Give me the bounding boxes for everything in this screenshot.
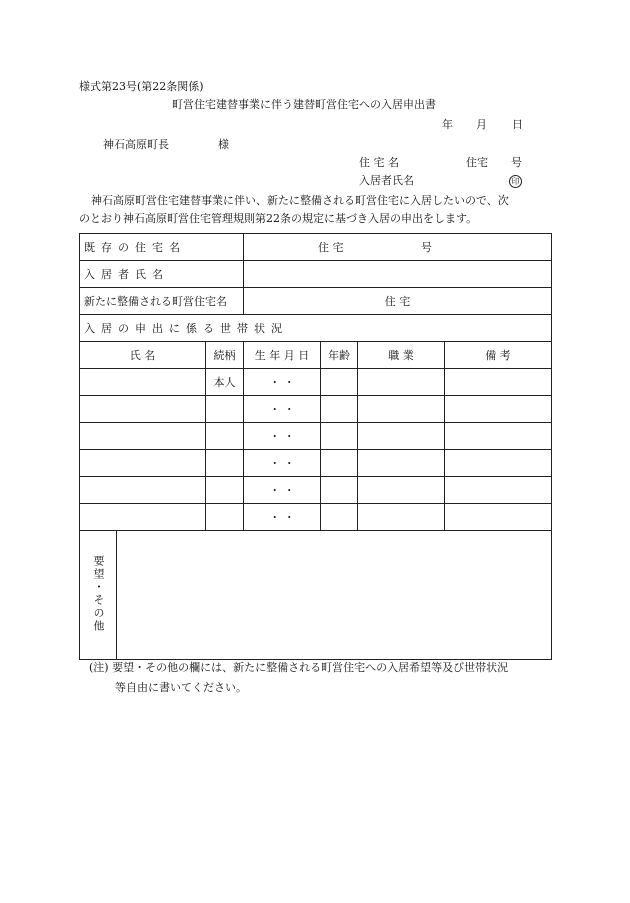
member-remarks-cell[interactable] xyxy=(445,396,552,423)
col-occupation-header: 職 業 xyxy=(358,342,445,369)
member-remarks-cell[interactable] xyxy=(445,450,552,477)
existing-residence-value-b: 号 xyxy=(421,241,432,254)
household-header-row xyxy=(80,342,552,369)
member-name-cell[interactable] xyxy=(80,477,206,504)
document-title: 町営住宅建替事業に伴う建替町営住宅への入居申出書 xyxy=(172,98,436,111)
member-dob-cell[interactable]: ・ ・ xyxy=(244,450,321,477)
household-row xyxy=(80,450,552,477)
member-dob-cell[interactable]: ・ ・ xyxy=(244,396,321,423)
household-status-label: 入居の申出に係る世帯状況 xyxy=(80,315,552,342)
member-relation-cell[interactable] xyxy=(206,450,244,477)
requests-row xyxy=(80,531,552,660)
tenant-name-cell-value[interactable] xyxy=(244,261,552,288)
col-remarks-header: 備 考 xyxy=(445,342,552,369)
household-row xyxy=(80,369,552,396)
date-month-label: 月 xyxy=(476,118,487,131)
residence-value-a: 住宅 xyxy=(466,156,488,169)
member-name-cell[interactable] xyxy=(80,369,206,396)
member-dob-cell[interactable]: ・ ・ xyxy=(244,504,321,531)
member-relation-cell[interactable] xyxy=(206,423,244,450)
tenant-name-label: 入居者氏名 xyxy=(359,174,414,187)
requests-field[interactable] xyxy=(117,531,552,660)
member-name-cell[interactable] xyxy=(80,450,206,477)
new-residence-label: 新たに整備される町営住宅名 xyxy=(80,288,244,315)
application-table xyxy=(79,233,552,660)
member-dob-cell[interactable]: ・ ・ xyxy=(244,423,321,450)
member-relation-cell[interactable]: 本人 xyxy=(206,369,244,396)
member-name-cell[interactable] xyxy=(80,423,206,450)
seal-mark xyxy=(501,174,522,188)
member-name-cell[interactable] xyxy=(80,504,206,531)
intro-line-1: 神石高原町営住宅建替事業に伴い、新たに整備される町営住宅に入居したいので、次 xyxy=(91,194,509,207)
member-occupation-cell[interactable] xyxy=(358,477,445,504)
household-row xyxy=(80,423,552,450)
requests-label: 要望・その他 xyxy=(92,554,105,633)
member-remarks-cell[interactable] xyxy=(445,477,552,504)
member-age-cell[interactable] xyxy=(321,477,358,504)
tenant-name-row xyxy=(80,261,552,288)
seal-icon: 印 xyxy=(509,175,522,188)
requests-label-cell xyxy=(80,531,117,660)
member-dob-cell[interactable]: ・ ・ xyxy=(244,477,321,504)
existing-residence-value-a: 住 宅 xyxy=(318,241,344,254)
member-age-cell[interactable] xyxy=(321,504,358,531)
member-occupation-cell[interactable] xyxy=(358,369,445,396)
new-residence-value[interactable]: 住 宅 xyxy=(244,288,552,315)
member-age-cell[interactable] xyxy=(321,396,358,423)
tenant-name-cell-label: 入居者氏名 xyxy=(80,261,244,288)
residence-value-b: 号 xyxy=(511,156,522,169)
household-status-row xyxy=(80,315,552,342)
member-relation-cell[interactable] xyxy=(206,396,244,423)
existing-residence-label: 既存の住宅名 xyxy=(80,234,244,261)
note-line-1: (注) 要望・その他の欄には、新たに整備される町営住宅への入居希望等及び世帯状況 xyxy=(89,661,509,674)
date-year-label: 年 xyxy=(442,118,453,131)
member-age-cell[interactable] xyxy=(321,369,358,396)
member-occupation-cell[interactable] xyxy=(358,504,445,531)
member-relation-cell[interactable] xyxy=(206,477,244,504)
member-dob-cell[interactable]: ・ ・ xyxy=(244,369,321,396)
col-name-header: 氏 名 xyxy=(80,342,206,369)
existing-residence-row xyxy=(80,234,552,261)
date-day-label: 日 xyxy=(512,118,523,131)
member-remarks-cell[interactable] xyxy=(445,369,552,396)
member-relation-cell[interactable] xyxy=(206,504,244,531)
col-dob-header: 生 年 月 日 xyxy=(244,342,321,369)
addressee: 神石高原町長 xyxy=(103,138,169,151)
member-occupation-cell[interactable] xyxy=(358,396,445,423)
existing-residence-value[interactable] xyxy=(244,234,552,261)
member-remarks-cell[interactable] xyxy=(445,504,552,531)
form-number: 様式第23号(第22条関係) xyxy=(79,80,204,93)
member-occupation-cell[interactable] xyxy=(358,450,445,477)
new-residence-row xyxy=(80,288,552,315)
household-row xyxy=(80,504,552,531)
member-name-cell[interactable] xyxy=(80,396,206,423)
intro-line-2: のとおり神石高原町営住宅管理規則第22条の規定に基づき入居の申出をします。 xyxy=(79,212,478,225)
member-age-cell[interactable] xyxy=(321,423,358,450)
member-remarks-cell[interactable] xyxy=(445,423,552,450)
household-row xyxy=(80,477,552,504)
member-occupation-cell[interactable] xyxy=(358,423,445,450)
addressee-suffix: 様 xyxy=(218,138,229,151)
household-row xyxy=(80,396,552,423)
residence-label: 住 宅 名 xyxy=(359,156,399,169)
member-age-cell[interactable] xyxy=(321,450,358,477)
note-line-2: 等自由に書いてください。 xyxy=(115,681,247,694)
col-age-header: 年齢 xyxy=(321,342,358,369)
col-relation-header: 続柄 xyxy=(206,342,244,369)
